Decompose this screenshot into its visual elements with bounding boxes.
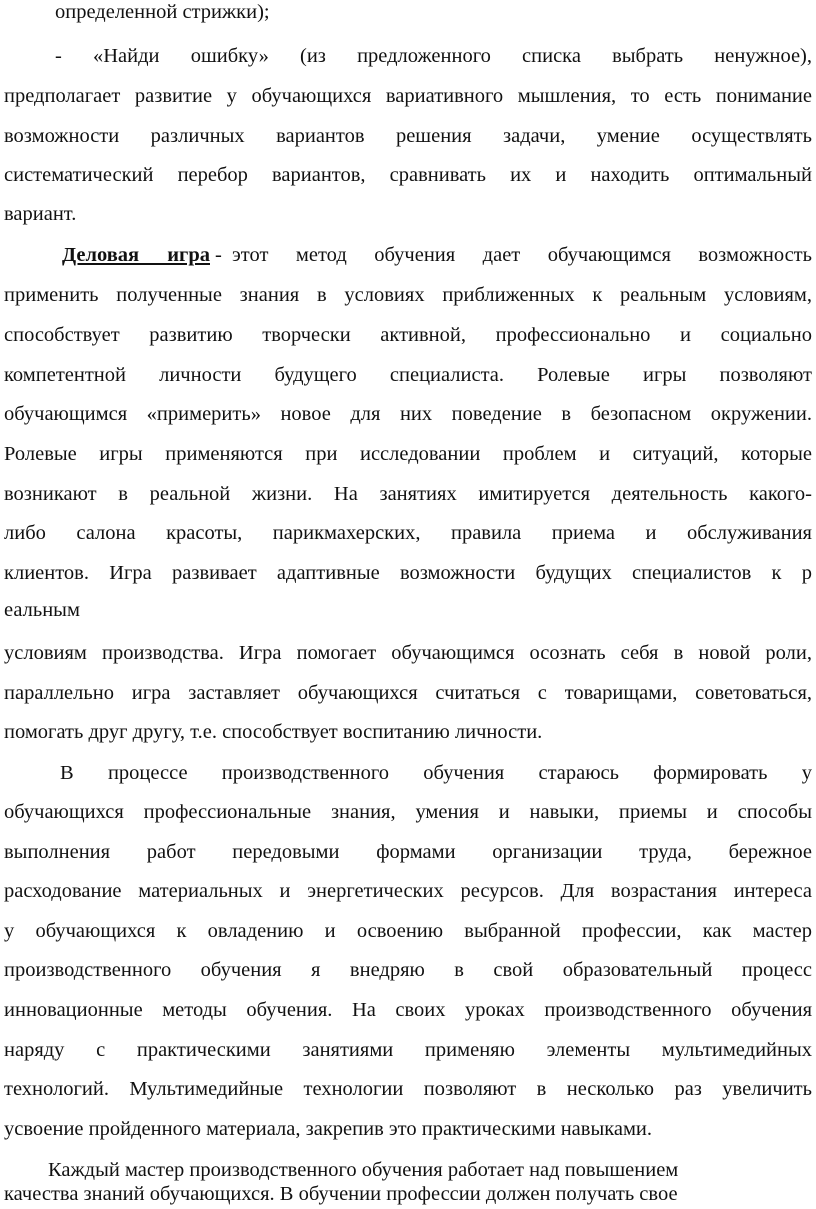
text-line: систематический перебор вариантов, сравнивать их и находить оптимальный	[4, 164, 812, 186]
text-line: помогать друг другу, т.е. способствует воспитанию личности.	[4, 721, 543, 743]
text-line: применить полученные знания в условиях приближенных к реальным условиям,	[4, 284, 812, 306]
text-line: компетентной личности будущего специалиста. Ролевые игры позволяют	[4, 364, 812, 386]
text-line: способствует развитию творчески активной, профессионально и социально	[4, 324, 812, 346]
text-line: выполнения работ передовыми формами организации труда, бережное	[4, 841, 812, 863]
text-line: В процессе производственного обучения стараюсь формировать у	[60, 762, 812, 784]
text-line: обучающимся «примерить» новое для них поведение в безопасном окружении.	[4, 403, 812, 425]
text-line: этот метод обучения дает обучающимся возможность	[232, 244, 812, 266]
text-line: параллельно игра заставляет обучающихся считаться с товарищами, советоваться,	[4, 682, 812, 704]
text-line: Каждый мастер производственного обучения работает над повышением	[48, 1159, 679, 1181]
text-line: обучающихся профессиональные знания, умения и навыки, приемы и способы	[4, 801, 812, 823]
text-line: возможности различных вариантов решения задачи, умение осуществлять	[4, 125, 812, 147]
text-line: вариант.	[4, 203, 77, 225]
text-line: качества знаний обучающихся. В обучении профессии должен получать свое	[4, 1183, 678, 1205]
text-line: производственного обучения я внедряю в свой образовательный процесс	[4, 959, 812, 981]
text-line: инновационные методы обучения. На своих уроках производственного обучения	[4, 999, 812, 1021]
term-business-game: Деловая игра	[62, 244, 210, 266]
text-line: технологий. Мультимедийные технологии позволяют в несколько раз увеличить	[4, 1078, 812, 1100]
text-line: наряду с практическими занятиями применяю элементы мультимедийных	[4, 1039, 812, 1061]
text-line: условиям производства. Игра помогает обучающимся осознать себя в новой роли,	[4, 642, 812, 664]
text-line: возникают в реальной жизни. На занятиях имитируется деятельность какого-	[4, 483, 812, 505]
text-line: клиентов. Игра развивает адаптивные возможности будущих специалистов к р	[4, 562, 812, 584]
text-line: - «Найди ошибку» (из предложенного списка выбрать ненужное),	[55, 45, 812, 67]
text-line: определенной стрижки);	[55, 1, 270, 23]
text-line: у обучающихся к овладению и освоению выбранной профессии, как мастер	[4, 920, 812, 942]
text-line: предполагает развитие у обучающихся вариативного мышления, то есть понимание	[4, 85, 812, 107]
text-line: усвоение пройденного материала, закрепив это практическими навыками.	[4, 1118, 653, 1140]
term-dash: -	[215, 244, 222, 266]
text-line: Ролевые игры применяются при исследовании проблем и ситуаций, которые	[4, 443, 812, 465]
text-line: расходование материальных и энергетических ресурсов. Для возрастания интереса	[4, 880, 812, 902]
text-line: еальным	[4, 599, 80, 621]
text-line: либо салона красоты, парикмахерских, правила приема и обслуживания	[4, 522, 812, 544]
